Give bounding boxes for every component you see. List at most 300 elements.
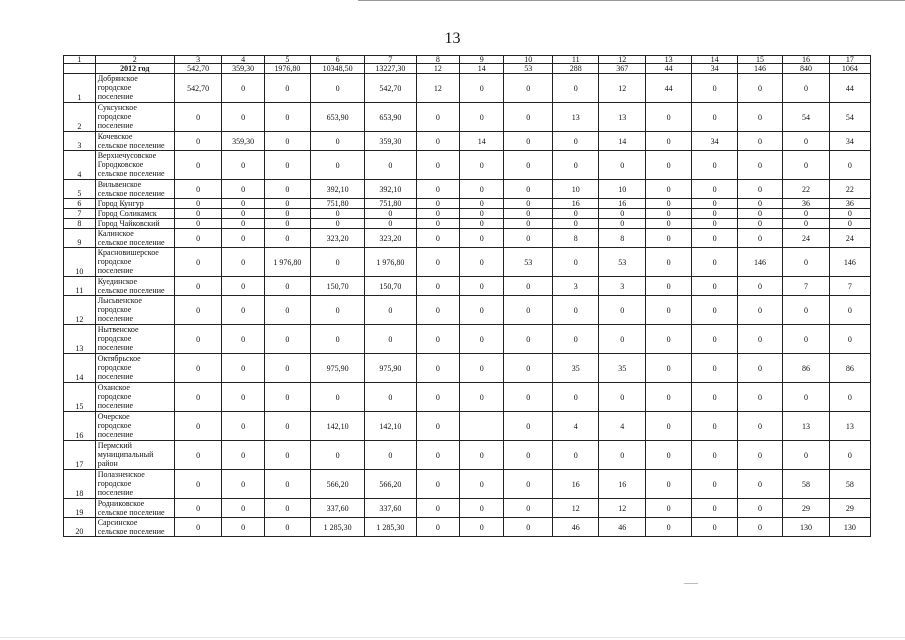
column-number-row xyxy=(64,56,871,64)
row-value: 12 xyxy=(553,499,599,518)
row-value: 0 xyxy=(264,383,310,412)
total-value: 10348,50 xyxy=(311,64,365,74)
row-value: 0 xyxy=(264,103,310,132)
row-value: 0 xyxy=(504,499,553,518)
row-value: 0 xyxy=(460,151,504,180)
row-value: 566,20 xyxy=(311,470,365,499)
table-row xyxy=(64,499,871,518)
row-value: 0 xyxy=(737,518,782,537)
row-value: 29 xyxy=(783,499,829,518)
table-row xyxy=(64,412,871,441)
row-value: 0 xyxy=(829,383,870,412)
total-row xyxy=(64,64,871,74)
row-value: 58 xyxy=(829,470,870,499)
row-name-line: Родниковское xyxy=(97,499,145,508)
total-value: 34 xyxy=(692,64,737,74)
row-value: 0 xyxy=(692,151,737,180)
row-value: 0 xyxy=(416,325,459,354)
row-index: 8 xyxy=(64,219,96,229)
row-value: 12 xyxy=(599,499,645,518)
row-index: 14 xyxy=(64,354,96,383)
row-value: 0 xyxy=(645,383,691,412)
row-value: 0 xyxy=(692,199,737,209)
table-row xyxy=(64,296,871,325)
row-value: 12 xyxy=(416,74,459,103)
total-value: 13227,30 xyxy=(365,64,417,74)
row-value: 0 xyxy=(222,499,264,518)
row-name-line: Город Кунгур xyxy=(97,199,144,208)
row-value: 0 xyxy=(264,209,310,219)
row-value: 0 xyxy=(645,103,691,132)
row-value: 44 xyxy=(645,74,691,103)
row-index: 11 xyxy=(64,277,96,296)
row-value: 0 xyxy=(222,103,264,132)
row-index: 13 xyxy=(64,325,96,354)
row-name-line: городское xyxy=(97,421,132,430)
row-name-line: Город Соликамск xyxy=(97,209,157,218)
row-value: 0 xyxy=(460,180,504,199)
row-value: 0 xyxy=(737,151,782,180)
row-value: 0 xyxy=(553,383,599,412)
total-value: 288 xyxy=(553,64,599,74)
row-name xyxy=(95,518,174,537)
row-value: 35 xyxy=(599,354,645,383)
row-value: 0 xyxy=(692,103,737,132)
row-value: 0 xyxy=(460,103,504,132)
row-value: 34 xyxy=(692,132,737,151)
row-name-line: Нытвенское xyxy=(97,325,139,334)
column-number: 10 xyxy=(504,56,553,64)
row-name-line: городское xyxy=(97,363,132,372)
row-value: 0 xyxy=(504,103,553,132)
row-value: 392,10 xyxy=(365,180,417,199)
row-value: 0 xyxy=(365,325,417,354)
row-value: 0 xyxy=(174,383,222,412)
row-value: 0 xyxy=(599,219,645,229)
row-value: 0 xyxy=(692,229,737,248)
row-name xyxy=(95,296,174,325)
row-name xyxy=(95,248,174,277)
row-value: 0 xyxy=(222,248,264,277)
row-value: 0 xyxy=(174,209,222,219)
row-name-line: городское xyxy=(97,112,132,121)
row-value: 0 xyxy=(504,277,553,296)
column-number: 7 xyxy=(365,56,417,64)
row-value: 0 xyxy=(553,74,599,103)
row-value: 0 xyxy=(504,412,553,441)
row-name xyxy=(95,151,174,180)
row-value: 337,60 xyxy=(311,499,365,518)
row-value: 0 xyxy=(222,219,264,229)
row-value: 7 xyxy=(783,277,829,296)
row-value: 150,70 xyxy=(365,277,417,296)
column-number: 14 xyxy=(692,56,737,64)
row-value: 0 xyxy=(737,74,782,103)
row-value: 0 xyxy=(365,219,417,229)
row-value: 0 xyxy=(504,199,553,209)
row-value: 0 xyxy=(645,219,691,229)
row-value: 0 xyxy=(416,209,459,219)
row-value: 0 xyxy=(460,248,504,277)
row-value: 0 xyxy=(311,325,365,354)
row-name-line: Пермский xyxy=(97,441,132,450)
row-value: 0 xyxy=(174,354,222,383)
row-value: 0 xyxy=(553,132,599,151)
row-value: 0 xyxy=(599,296,645,325)
table-row xyxy=(64,74,871,103)
row-value: 751,80 xyxy=(365,199,417,209)
row-value: 0 xyxy=(222,296,264,325)
row-name-line: Куединское xyxy=(97,277,138,286)
row-value: 0 xyxy=(645,248,691,277)
row-name xyxy=(95,412,174,441)
table-row xyxy=(64,132,871,151)
row-value: 0 xyxy=(222,518,264,537)
row-value: 0 xyxy=(264,229,310,248)
row-name-line: городское xyxy=(97,334,132,343)
row-value: 0 xyxy=(504,219,553,229)
row-name-line: Городковское xyxy=(97,160,144,169)
row-value: 975,90 xyxy=(365,354,417,383)
row-value: 0 xyxy=(645,132,691,151)
row-value: 0 xyxy=(264,151,310,180)
row-value: 0 xyxy=(174,325,222,354)
row-value: 0 xyxy=(783,296,829,325)
row-value: 0 xyxy=(692,325,737,354)
row-value: 0 xyxy=(504,296,553,325)
row-value: 1 285,30 xyxy=(311,518,365,537)
row-name xyxy=(95,219,174,229)
row-index: 5 xyxy=(64,180,96,199)
row-value: 0 xyxy=(692,470,737,499)
row-value: 53 xyxy=(504,248,553,277)
row-value: 0 xyxy=(416,199,459,209)
row-value: 22 xyxy=(783,180,829,199)
row-value: 0 xyxy=(174,470,222,499)
row-value: 0 xyxy=(692,518,737,537)
row-value: 3 xyxy=(553,277,599,296)
row-value: 337,60 xyxy=(365,499,417,518)
row-value: 0 xyxy=(737,296,782,325)
row-value: 0 xyxy=(222,325,264,354)
row-value: 86 xyxy=(783,354,829,383)
row-index: 20 xyxy=(64,518,96,537)
row-value: 0 xyxy=(416,499,459,518)
row-value: 14 xyxy=(599,132,645,151)
row-value: 0 xyxy=(692,412,737,441)
row-name-line: Полазненское xyxy=(97,470,145,479)
row-value: 0 xyxy=(222,74,264,103)
row-value: 0 xyxy=(553,248,599,277)
row-value: 0 xyxy=(222,151,264,180)
row-value: 146 xyxy=(829,248,870,277)
row-value: 0 xyxy=(599,441,645,470)
row-value: 0 xyxy=(311,219,365,229)
row-index: 4 xyxy=(64,151,96,180)
column-number: 15 xyxy=(737,56,782,64)
scan-mark xyxy=(684,583,698,584)
column-number: 3 xyxy=(174,56,222,64)
row-value: 3 xyxy=(599,277,645,296)
row-name-line: сельское поселение xyxy=(97,238,165,247)
row-value: 0 xyxy=(222,354,264,383)
row-value: 0 xyxy=(737,277,782,296)
row-value: 10 xyxy=(599,180,645,199)
row-name-line: Октябрьское xyxy=(97,354,141,363)
row-value: 0 xyxy=(416,151,459,180)
row-value: 13 xyxy=(553,103,599,132)
row-value: 0 xyxy=(460,325,504,354)
row-name-line: сельское поселение xyxy=(97,169,165,178)
row-value: 0 xyxy=(504,209,553,219)
row-index: 19 xyxy=(64,499,96,518)
column-number: 6 xyxy=(311,56,365,64)
row-name-line: городское xyxy=(97,83,132,92)
row-value: 0 xyxy=(829,296,870,325)
row-value: 975,90 xyxy=(311,354,365,383)
row-value: 0 xyxy=(416,354,459,383)
data-table xyxy=(63,55,871,537)
table-body xyxy=(64,56,871,537)
row-value: 0 xyxy=(504,383,553,412)
column-number: 5 xyxy=(264,56,310,64)
row-name xyxy=(95,132,174,151)
row-name-line: поселение xyxy=(97,488,134,497)
row-index: 10 xyxy=(64,248,96,277)
row-value: 0 xyxy=(222,209,264,219)
row-value: 0 xyxy=(783,383,829,412)
row-value: 542,70 xyxy=(365,74,417,103)
row-value: 0 xyxy=(553,325,599,354)
column-number: 11 xyxy=(553,56,599,64)
row-value: 146 xyxy=(737,248,782,277)
row-name xyxy=(95,103,174,132)
row-value: 0 xyxy=(599,325,645,354)
row-value: 1 976,80 xyxy=(264,248,310,277)
row-value: 142,10 xyxy=(311,412,365,441)
table-row xyxy=(64,470,871,499)
row-value: 36 xyxy=(829,199,870,209)
top-rule xyxy=(358,0,905,1)
row-value: 0 xyxy=(222,229,264,248)
row-value: 0 xyxy=(460,219,504,229)
row-value: 0 xyxy=(264,470,310,499)
row-name-line: Калинское xyxy=(97,229,134,238)
row-value: 0 xyxy=(174,296,222,325)
row-value: 24 xyxy=(783,229,829,248)
row-value: 0 xyxy=(829,219,870,229)
row-value: 0 xyxy=(416,219,459,229)
row-value: 653,90 xyxy=(365,103,417,132)
row-name xyxy=(95,199,174,209)
row-name-line: городское xyxy=(97,305,132,314)
row-value: 1 976,80 xyxy=(365,248,417,277)
row-value: 0 xyxy=(504,229,553,248)
row-value: 0 xyxy=(645,354,691,383)
row-value: 0 xyxy=(692,74,737,103)
row-value: 0 xyxy=(264,518,310,537)
row-value: 0 xyxy=(645,325,691,354)
row-value: 0 xyxy=(599,383,645,412)
row-value: 0 xyxy=(783,74,829,103)
row-name xyxy=(95,441,174,470)
row-value: 0 xyxy=(174,248,222,277)
row-name xyxy=(95,354,174,383)
row-value: 0 xyxy=(311,296,365,325)
row-name-line: сельское поселение xyxy=(97,508,165,517)
row-value: 0 xyxy=(416,277,459,296)
row-value: 0 xyxy=(174,199,222,209)
row-value: 0 xyxy=(645,412,691,441)
row-value: 0 xyxy=(174,229,222,248)
row-value: 323,20 xyxy=(311,229,365,248)
row-value: 0 xyxy=(416,248,459,277)
row-value: 0 xyxy=(645,296,691,325)
row-value: 0 xyxy=(504,325,553,354)
row-index: 2 xyxy=(64,103,96,132)
row-value: 46 xyxy=(599,518,645,537)
row-index: 1 xyxy=(64,74,96,103)
row-value: 0 xyxy=(645,518,691,537)
row-value: 0 xyxy=(460,383,504,412)
row-index: 7 xyxy=(64,209,96,219)
row-value: 323,20 xyxy=(365,229,417,248)
row-value: 10 xyxy=(553,180,599,199)
row-value: 0 xyxy=(416,412,459,441)
row-value: 0 xyxy=(222,277,264,296)
row-value: 12 xyxy=(599,74,645,103)
row-value: 8 xyxy=(553,229,599,248)
row-value: 0 xyxy=(504,74,553,103)
table-row xyxy=(64,199,871,209)
row-value: 0 xyxy=(645,209,691,219)
bottom-rule xyxy=(0,637,905,638)
row-index: 16 xyxy=(64,412,96,441)
row-value: 0 xyxy=(737,354,782,383)
column-number: 13 xyxy=(645,56,691,64)
row-value: 4 xyxy=(553,412,599,441)
row-value: 0 xyxy=(783,325,829,354)
total-value: 53 xyxy=(504,64,553,74)
total-value: 44 xyxy=(645,64,691,74)
row-name-line: поселение xyxy=(97,372,134,381)
row-value: 0 xyxy=(174,219,222,229)
row-value: 0 xyxy=(737,229,782,248)
table-row xyxy=(64,151,871,180)
row-value: 0 xyxy=(311,248,365,277)
row-value: 0 xyxy=(692,219,737,229)
row-value: 8 xyxy=(599,229,645,248)
row-value: 58 xyxy=(783,470,829,499)
row-value: 0 xyxy=(174,412,222,441)
row-value: 16 xyxy=(599,470,645,499)
row-value: 36 xyxy=(783,199,829,209)
row-value: 0 xyxy=(365,151,417,180)
row-value: 0 xyxy=(264,74,310,103)
row-value: 0 xyxy=(416,132,459,151)
row-value: 53 xyxy=(599,248,645,277)
table-row xyxy=(64,219,871,229)
row-value: 0 xyxy=(222,441,264,470)
total-value: 12 xyxy=(416,64,459,74)
row-value: 0 xyxy=(365,209,417,219)
row-value: 16 xyxy=(599,199,645,209)
row-value: 0 xyxy=(829,151,870,180)
table-row xyxy=(64,354,871,383)
row-value: 0 xyxy=(416,296,459,325)
row-value xyxy=(460,412,504,441)
row-value: 566,20 xyxy=(365,470,417,499)
row-name xyxy=(95,180,174,199)
row-value: 0 xyxy=(416,441,459,470)
row-value: 0 xyxy=(264,354,310,383)
row-value: 0 xyxy=(222,199,264,209)
row-value: 35 xyxy=(553,354,599,383)
row-value: 0 xyxy=(264,499,310,518)
table-row xyxy=(64,209,871,219)
row-value: 0 xyxy=(416,180,459,199)
row-value: 0 xyxy=(692,296,737,325)
column-number: 2 xyxy=(95,56,174,64)
row-value: 0 xyxy=(692,248,737,277)
total-value: 14 xyxy=(460,64,504,74)
total-value: 840 xyxy=(783,64,829,74)
row-value: 0 xyxy=(264,219,310,229)
row-value: 0 xyxy=(645,199,691,209)
row-value: 0 xyxy=(783,209,829,219)
row-value: 0 xyxy=(504,354,553,383)
row-value: 130 xyxy=(783,518,829,537)
row-value: 1 285,30 xyxy=(365,518,417,537)
row-value: 0 xyxy=(783,219,829,229)
row-value: 0 xyxy=(174,132,222,151)
row-value: 13 xyxy=(783,412,829,441)
row-value: 0 xyxy=(174,151,222,180)
row-value: 0 xyxy=(264,277,310,296)
row-value: 0 xyxy=(460,229,504,248)
row-index: 12 xyxy=(64,296,96,325)
table-row xyxy=(64,103,871,132)
row-value: 0 xyxy=(692,209,737,219)
row-value: 0 xyxy=(645,151,691,180)
column-number: 16 xyxy=(783,56,829,64)
row-value: 0 xyxy=(692,383,737,412)
row-name xyxy=(95,74,174,103)
row-value: 0 xyxy=(504,470,553,499)
table-row xyxy=(64,180,871,199)
row-value: 150,70 xyxy=(311,277,365,296)
row-value: 0 xyxy=(460,277,504,296)
row-name-line: поселение xyxy=(97,314,134,323)
row-value: 14 xyxy=(460,132,504,151)
row-value: 0 xyxy=(737,199,782,209)
total-value: 1064 xyxy=(829,64,870,74)
row-value: 44 xyxy=(829,74,870,103)
row-value: 0 xyxy=(645,470,691,499)
row-index: 15 xyxy=(64,383,96,412)
row-value: 0 xyxy=(645,180,691,199)
row-name-line: Кочевское xyxy=(97,132,133,141)
total-value: 542,70 xyxy=(174,64,222,74)
row-value: 542,70 xyxy=(174,74,222,103)
row-value: 0 xyxy=(311,441,365,470)
column-number: 8 xyxy=(416,56,459,64)
column-number: 12 xyxy=(599,56,645,64)
row-name-line: муниципальный xyxy=(97,450,154,459)
total-value: 359,30 xyxy=(222,64,264,74)
row-value: 359,30 xyxy=(365,132,417,151)
row-value: 0 xyxy=(504,441,553,470)
